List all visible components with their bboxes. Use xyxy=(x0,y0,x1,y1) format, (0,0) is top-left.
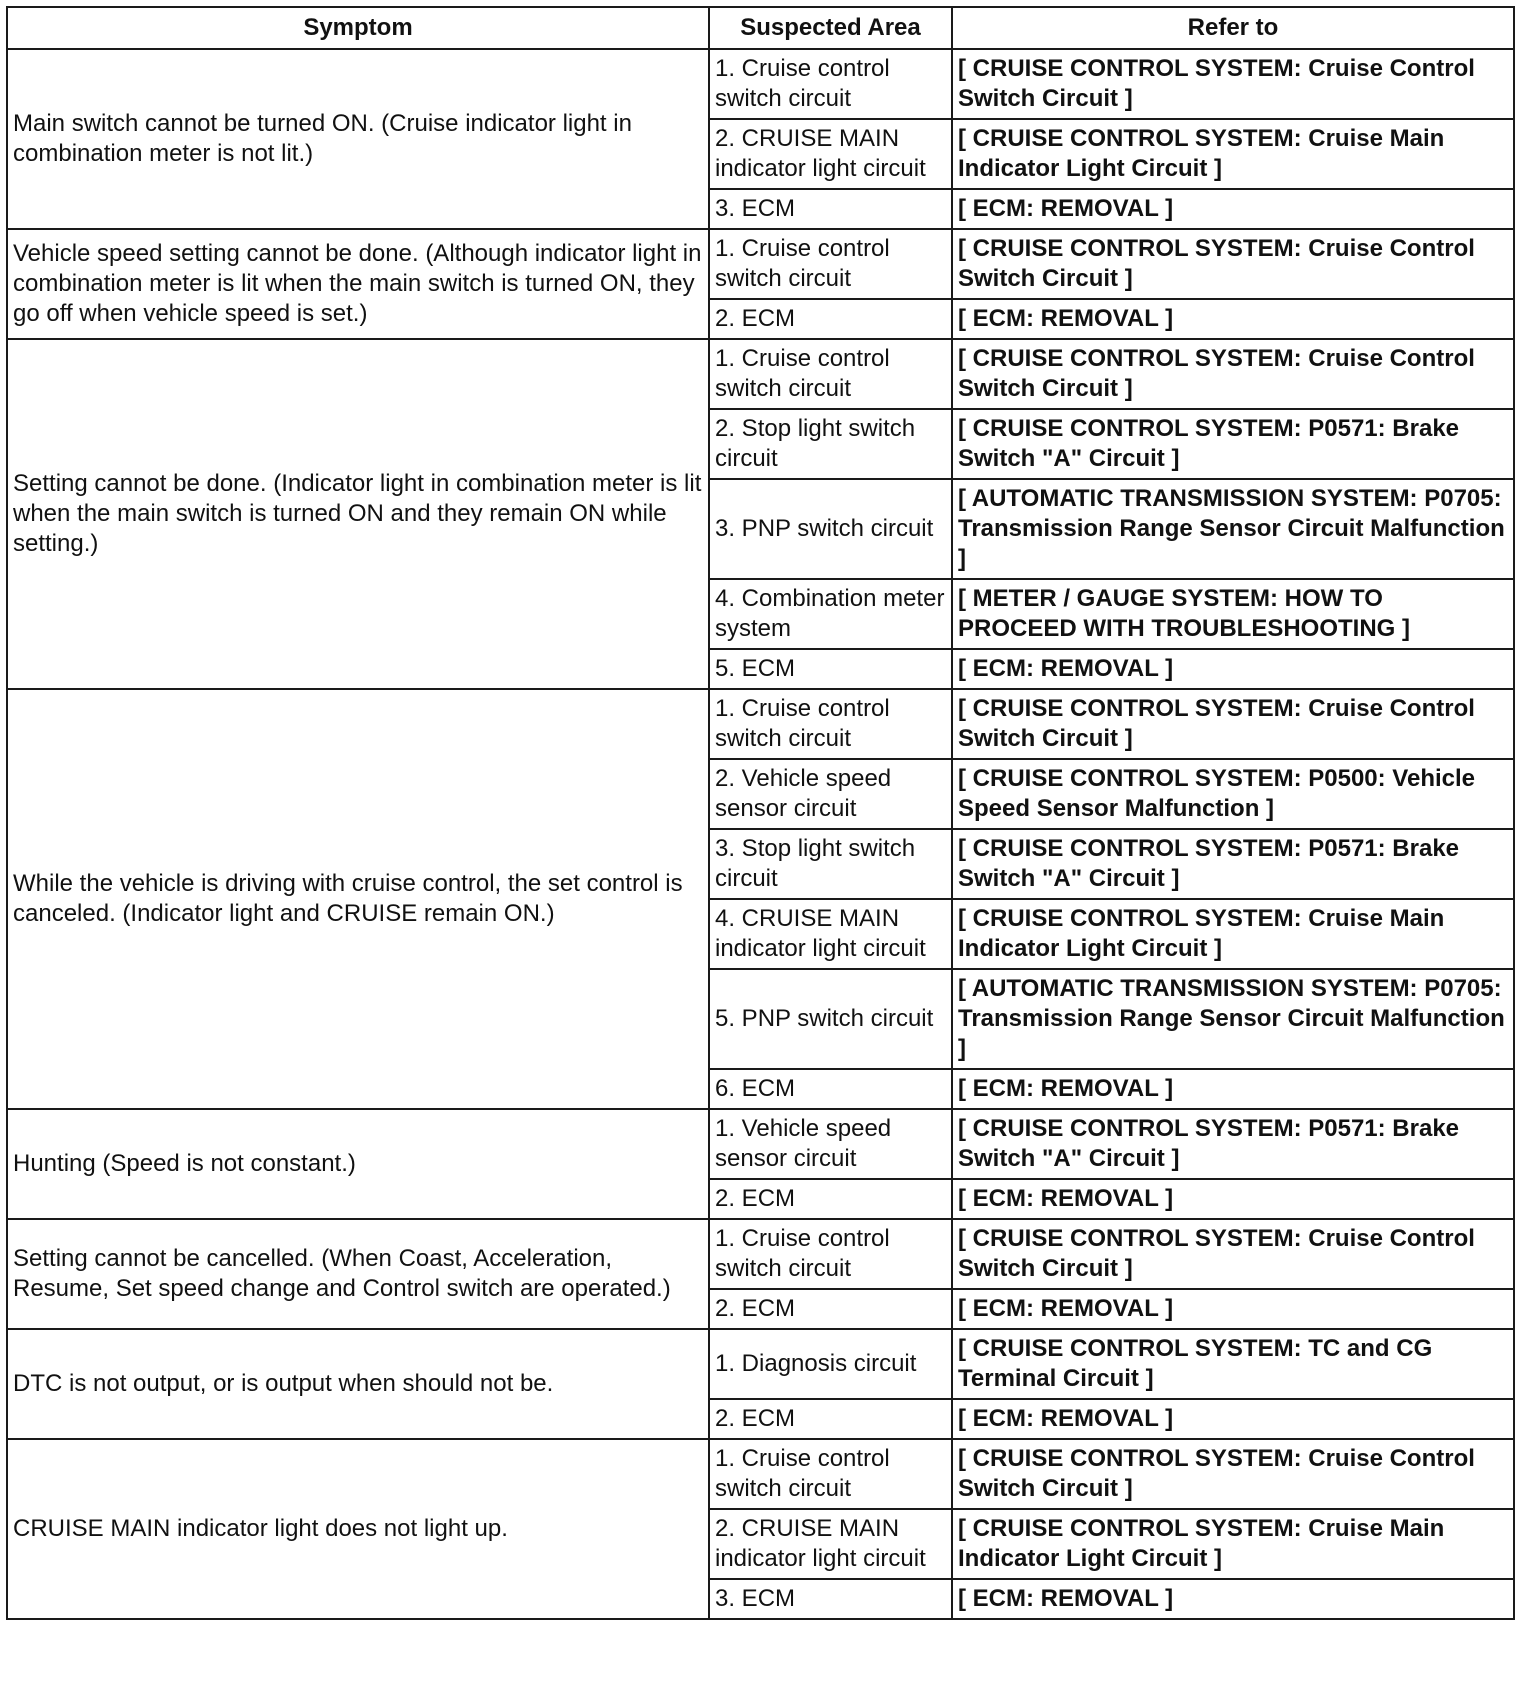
table-row xyxy=(7,1439,1514,1509)
refer-to-link[interactable]: [ ECM: REMOVAL ] xyxy=(952,189,1514,229)
refer-to-link[interactable]: [ CRUISE CONTROL SYSTEM: Cruise Control Switch Circuit ] xyxy=(952,49,1514,119)
suspected-area-cell: 1. Cruise control switch circuit xyxy=(709,339,952,409)
suspected-area-cell: 1. Cruise control switch circuit xyxy=(709,689,952,759)
refer-to-link[interactable]: [ ECM: REMOVAL ] xyxy=(952,299,1514,339)
refer-to-link[interactable]: [ CRUISE CONTROL SYSTEM: P0571: Brake Switch "A" Circuit ] xyxy=(952,409,1514,479)
header-suspected-area: Suspected Area xyxy=(709,7,952,49)
refer-to-link[interactable]: [ ECM: REMOVAL ] xyxy=(952,649,1514,689)
refer-to-link[interactable]: [ ECM: REMOVAL ] xyxy=(952,1289,1514,1329)
suspected-area-cell: 1. Cruise control switch circuit xyxy=(709,229,952,299)
table-row xyxy=(7,1109,1514,1179)
suspected-area-cell: 3. PNP switch circuit xyxy=(709,479,952,579)
table-row xyxy=(7,1219,1514,1289)
suspected-area-cell: 5. PNP switch circuit xyxy=(709,969,952,1069)
suspected-area-cell: 4. Combination meter system xyxy=(709,579,952,649)
table-body xyxy=(7,49,1514,1619)
suspected-area-cell: 3. Stop light switch circuit xyxy=(709,829,952,899)
suspected-area-cell: 2. ECM xyxy=(709,299,952,339)
refer-to-link[interactable]: [ ECM: REMOVAL ] xyxy=(952,1399,1514,1439)
suspected-area-cell: 1. Cruise control switch circuit xyxy=(709,49,952,119)
refer-to-link[interactable]: [ CRUISE CONTROL SYSTEM: Cruise Control Switch Circuit ] xyxy=(952,689,1514,759)
refer-to-link[interactable]: [ ECM: REMOVAL ] xyxy=(952,1179,1514,1219)
table-row xyxy=(7,689,1514,759)
suspected-area-cell: 4. CRUISE MAIN indicator light circuit xyxy=(709,899,952,969)
refer-to-link[interactable]: [ METER / GAUGE SYSTEM: HOW TO PROCEED WITH TROUBLESHOOTING ] xyxy=(952,579,1514,649)
suspected-area-cell: 2. CRUISE MAIN indicator light circuit xyxy=(709,1509,952,1579)
symptom-cell: CRUISE MAIN indicator light does not light up. xyxy=(7,1439,709,1619)
refer-to-link[interactable]: [ ECM: REMOVAL ] xyxy=(952,1069,1514,1109)
refer-to-link[interactable]: [ CRUISE CONTROL SYSTEM: P0571: Brake Switch "A" Circuit ] xyxy=(952,1109,1514,1179)
refer-to-link[interactable]: [ ECM: REMOVAL ] xyxy=(952,1579,1514,1619)
symptom-cell: Setting cannot be done. (Indicator light in combination meter is lit when the main switch is turned ON and they remain ON while setting.) xyxy=(7,339,709,689)
suspected-area-cell: 6. ECM xyxy=(709,1069,952,1109)
header-refer-to: Refer to xyxy=(952,7,1514,49)
symptom-cell: Main switch cannot be turned ON. (Cruise indicator light in combination meter is not lit.) xyxy=(7,49,709,229)
document-page xyxy=(6,6,1513,1620)
table-row xyxy=(7,339,1514,409)
suspected-area-cell: 3. ECM xyxy=(709,189,952,229)
refer-to-link[interactable]: [ CRUISE CONTROL SYSTEM: Cruise Main Indicator Light Circuit ] xyxy=(952,899,1514,969)
refer-to-link[interactable]: [ CRUISE CONTROL SYSTEM: Cruise Control Switch Circuit ] xyxy=(952,1219,1514,1289)
suspected-area-cell: 2. Stop light switch circuit xyxy=(709,409,952,479)
refer-to-link[interactable]: [ CRUISE CONTROL SYSTEM: Cruise Main Indicator Light Circuit ] xyxy=(952,1509,1514,1579)
table-row xyxy=(7,229,1514,299)
table-row xyxy=(7,1329,1514,1399)
table-header xyxy=(7,7,1514,49)
refer-to-link[interactable]: [ AUTOMATIC TRANSMISSION SYSTEM: P0705: Transmission Range Sensor Circuit Malfunction ] xyxy=(952,479,1514,579)
symptom-cell: DTC is not output, or is output when should not be. xyxy=(7,1329,709,1439)
header-symptom: Symptom xyxy=(7,7,709,49)
symptom-cell: Vehicle speed setting cannot be done. (Although indicator light in combination meter is lit when the main switch is turned ON, they go off when vehicle speed is set.) xyxy=(7,229,709,339)
header-row xyxy=(7,7,1514,49)
symptom-cell: While the vehicle is driving with cruise control, the set control is canceled. (Indicator light and CRUISE remain ON.) xyxy=(7,689,709,1109)
suspected-area-cell: 1. Diagnosis circuit xyxy=(709,1329,952,1399)
refer-to-link[interactable]: [ CRUISE CONTROL SYSTEM: Cruise Control Switch Circuit ] xyxy=(952,1439,1514,1509)
suspected-area-cell: 1. Cruise control switch circuit xyxy=(709,1219,952,1289)
refer-to-link[interactable]: [ CRUISE CONTROL SYSTEM: Cruise Main Indicator Light Circuit ] xyxy=(952,119,1514,189)
suspected-area-cell: 5. ECM xyxy=(709,649,952,689)
refer-to-link[interactable]: [ CRUISE CONTROL SYSTEM: TC and CG Terminal Circuit ] xyxy=(952,1329,1514,1399)
table-row xyxy=(7,49,1514,119)
refer-to-link[interactable]: [ CRUISE CONTROL SYSTEM: P0571: Brake Switch "A" Circuit ] xyxy=(952,829,1514,899)
suspected-area-cell: 2. ECM xyxy=(709,1289,952,1329)
symptom-cell: Setting cannot be cancelled. (When Coast, Acceleration, Resume, Set speed change and Control switch are operated.) xyxy=(7,1219,709,1329)
refer-to-link[interactable]: [ AUTOMATIC TRANSMISSION SYSTEM: P0705: Transmission Range Sensor Circuit Malfunction ] xyxy=(952,969,1514,1069)
refer-to-link[interactable]: [ CRUISE CONTROL SYSTEM: P0500: Vehicle Speed Sensor Malfunction ] xyxy=(952,759,1514,829)
suspected-area-cell: 2. Vehicle speed sensor circuit xyxy=(709,759,952,829)
refer-to-link[interactable]: [ CRUISE CONTROL SYSTEM: Cruise Control Switch Circuit ] xyxy=(952,339,1514,409)
symptom-cell: Hunting (Speed is not constant.) xyxy=(7,1109,709,1219)
suspected-area-cell: 1. Vehicle speed sensor circuit xyxy=(709,1109,952,1179)
suspected-area-cell: 3. ECM xyxy=(709,1579,952,1619)
suspected-area-cell: 2. CRUISE MAIN indicator light circuit xyxy=(709,119,952,189)
suspected-area-cell: 1. Cruise control switch circuit xyxy=(709,1439,952,1509)
troubleshooting-table xyxy=(6,6,1515,1620)
suspected-area-cell: 2. ECM xyxy=(709,1399,952,1439)
refer-to-link[interactable]: [ CRUISE CONTROL SYSTEM: Cruise Control Switch Circuit ] xyxy=(952,229,1514,299)
suspected-area-cell: 2. ECM xyxy=(709,1179,952,1219)
